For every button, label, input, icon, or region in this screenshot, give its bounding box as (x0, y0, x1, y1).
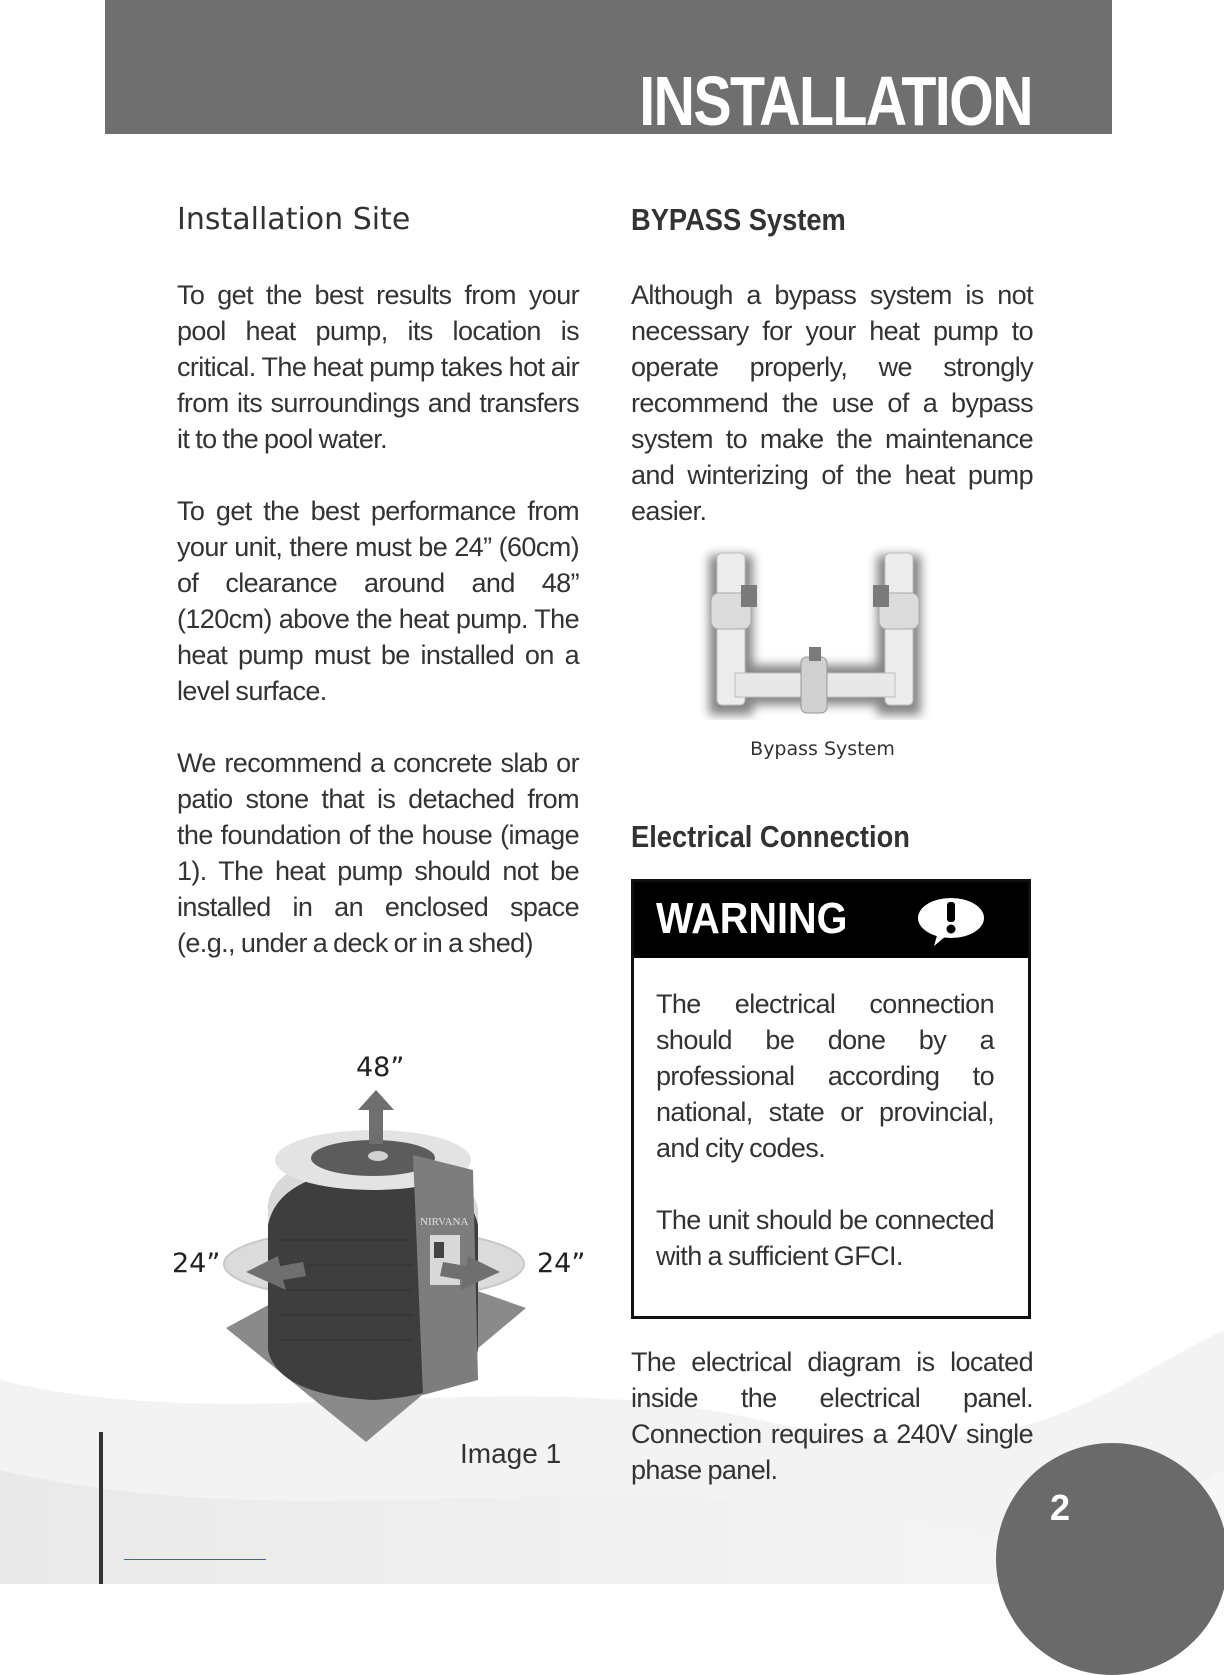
electrical-diagram-note (631, 1344, 1033, 1488)
paragraph: To get the best performance from your unit, there must be 24” (60cm) of clearance around and 48” (120cm) above the heat pump. The heat pump must be installed on a level surface. (177, 496, 579, 706)
exclamation-speech-bubble-icon (916, 896, 986, 946)
paragraph: We recommend a concrete slab or patio stone that is detached from the foundation of the house (image 1). The heat pump should not be installed in an enclosed space (e.g., under a deck or in a shed) (177, 748, 579, 958)
clearance-label-left: 24” (172, 1248, 221, 1279)
page-title: INSTALLATION (639, 62, 1032, 140)
brand-label: NIRVANA (420, 1216, 469, 1228)
image-1-caption: Image 1 (460, 1438, 562, 1469)
bypass-system-figure (695, 545, 935, 720)
warning-title: WARNING (656, 894, 848, 943)
bypass-paragraph: Although a bypass system is not necessary for your heat pump to operate properly, we strongly recommend the use of a bypass system to make the maintenance and winterizing of the heat pump easier. (631, 280, 1033, 526)
page-number-disc (996, 1443, 1224, 1675)
warning-paragraph: The unit should be connected with a sufficient GFCI. (656, 1205, 994, 1271)
bypass-heading: BYPASS System (631, 202, 846, 237)
clearance-label-top: 48” (356, 1052, 405, 1083)
warning-box (631, 879, 1031, 1319)
footer-line (124, 1559, 266, 1560)
installation-site-heading: Installation Site (177, 202, 411, 237)
installation-site-section (177, 195, 579, 961)
page-edge-line (99, 1432, 103, 1584)
bypass-pipe (711, 553, 919, 713)
page-number: 2 (1049, 1487, 1071, 1528)
clearance-label-right: 24” (537, 1248, 586, 1279)
paragraph: To get the best results from your pool heat pump, its location is critical. The heat pump takes hot air from its surroundings and transfers it to the pool water. (177, 280, 579, 454)
header-bar (105, 0, 1112, 140)
electrical-paragraph: The electrical diagram is located inside the electrical panel. Connection requires a 240V single phase panel. (631, 1347, 1033, 1485)
warning-header (634, 882, 1028, 958)
electrical-connection-heading: Electrical Connection (631, 819, 910, 854)
warning-paragraph: The electrical connection should be done by a professional according to national, state or provincial, and city codes. (656, 989, 994, 1163)
warning-body (634, 958, 1028, 1274)
bypass-caption: Bypass System (750, 738, 895, 760)
heat-pump-clearance-figure (168, 1050, 588, 1450)
bypass-section (631, 195, 1033, 529)
